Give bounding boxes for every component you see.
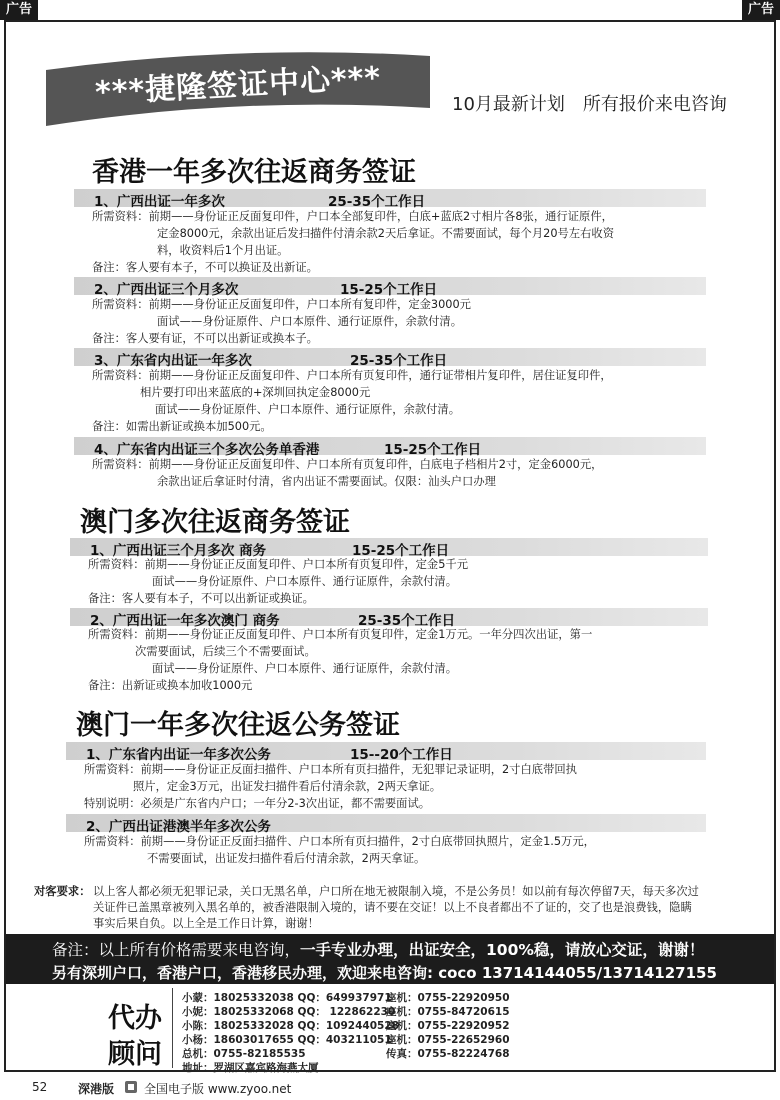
- item-name: 2、广西出证三个月多次: [94, 282, 239, 298]
- ad-tag-right: 广告: [742, 0, 780, 20]
- item-line: 所需资料：前期——身份证正反面扫描件、户口本所有页扫描件，无犯罪记录证明，2寸白底带回执: [84, 763, 577, 776]
- ad-tag-left: 广告: [0, 0, 38, 20]
- divider: [172, 988, 173, 1068]
- item-line: 不需要面试，出证发扫描件看后付清余款，2两天拿证。: [147, 852, 426, 865]
- requirements-line: 事实后果自负。以上全是工作日计算，谢谢！: [93, 917, 319, 930]
- item-note: 备注：客人要有本子，不可以换证及出新证。: [92, 261, 318, 274]
- item-line: 定金8000元，余款出证后发扫描件付清余款2天后拿证。不需要面试，每个月20号左右收资: [157, 227, 615, 240]
- item-line: 所需资料：前期——身份证正反面复印件、户口本所有页复印件，白底电子档相片2寸，定金6000元，: [92, 458, 603, 471]
- item-name: 1、广西出证一年多次: [94, 194, 225, 210]
- item-line: 所需资料：前期——身份证正反面复印件、户口本所有页复印件，通行证带相片复印件，居住证复印件，: [92, 369, 612, 382]
- item-line: 所需资料：前期——身份证正反面复印件、户口本所有页复印件，定金5千元: [88, 558, 468, 571]
- item-time: 15-25个工作日: [352, 543, 450, 559]
- notice-line: 备注：以上所有价格需要来电咨询，一手专业办理，出证安全，100%稳，请放心交证，谢谢！: [52, 941, 705, 959]
- item-time: 15--20个工作日: [350, 747, 453, 763]
- section-title: 澳门一年多次往返公务签证: [76, 710, 400, 741]
- item-line: 次需要面试，后续三个不需要面试。: [135, 645, 316, 658]
- item-name: 1、广东省内出证一年多次公务: [86, 747, 271, 763]
- item-time: 15-25个工作日: [384, 442, 482, 458]
- item-name: 2、广西出证一年多次澳门 商务: [90, 613, 280, 629]
- section-title: 香港一年多次往返商务签证: [92, 157, 416, 188]
- item-line: 相片要打印出来蓝底的+深圳回执定金8000元: [140, 386, 371, 399]
- item-line: 所需资料：前期——身份证正反面复印件，户口本所有复印件，定金3000元: [92, 298, 471, 311]
- site-label: 全国电子版 www.zyoo.net: [144, 1082, 292, 1096]
- phone-entry: 座机：0755-22920952: [386, 1020, 510, 1032]
- item-name: 2、广西出证港澳半年多次公务: [86, 819, 271, 835]
- item-line: 照片，定金3万元，出证发扫描件看后付清余款，2两天拿证。: [133, 780, 442, 793]
- item-time: 25-35个工作日: [328, 194, 426, 210]
- phone-entry: 座机：0755-22920950: [386, 992, 510, 1004]
- contact-entry: 小蒙：18025332038 QQ：649937971: [182, 992, 392, 1004]
- item-note: 备注：出新证或换本加收1000元: [88, 679, 253, 692]
- item-note: 备注：如需出新证或换本加500元。: [92, 420, 272, 433]
- contact-entry: 小陈：18025332028 QQ：1092440528: [182, 1020, 399, 1032]
- phone-entry: 座机：0755-22652960: [386, 1034, 510, 1046]
- item-time: 15-25个工作日: [340, 282, 438, 298]
- phone-entry: 座机：0755-84720615: [386, 1006, 510, 1018]
- item-line: 料，收资料后1个月出证。: [157, 244, 289, 257]
- contact-entry: 总机：0755-82185535: [182, 1048, 306, 1060]
- item-line: 面试——身份证原件、户口本原件、通行证原件，余款付清。: [157, 315, 463, 328]
- agent-label: 顾问: [108, 1039, 162, 1070]
- requirements-label: 对客要求：: [34, 885, 91, 898]
- banner-title: ***捷隆签证中心***: [94, 60, 382, 111]
- item-line: 余款出证后拿证时付清，省内出证不需要面试。仅限：汕头户口办理: [157, 475, 496, 488]
- notice-contact-line: 另有深圳户口，香港户口，香港移民办理，欢迎来电咨询: coco 13714144055/13714127155: [52, 964, 717, 982]
- item-time: 25-35个工作日: [358, 613, 456, 629]
- item-line: 特别说明：必须是广东省内户口；一年分2-3次出证，都不需要面试。: [84, 797, 431, 810]
- item-name: 1、广西出证三个月多次 商务: [90, 543, 267, 559]
- item-note: 备注：客人要有本子，不可以出新证或换证。: [88, 592, 314, 605]
- item-line: 所需资料：前期——身份证正反面扫描件、户口本所有页扫描件，2寸白底带回执照片，定金1.5万元，: [84, 835, 595, 848]
- fax-entry: 传真：0755-82224768: [386, 1048, 510, 1060]
- item-line: 面试——身份证原件、户口本原件、通行证原件，余款付清。: [152, 575, 458, 588]
- item-line: 所需资料：前期——身份证正反面复印件，户口本全部复印件，白底+蓝底2寸相片各8张，通行证原件，: [92, 210, 613, 223]
- contact-entry: 小妮：18025332068 QQ： 122862230: [182, 1006, 396, 1018]
- contact-entry: 小杨：18603017655 QQ：403211051: [182, 1034, 392, 1046]
- item-line: 所需资料：前期——身份证正反面复印件、户口本所有页复印件，定金1万元。一年分四次出证，第一: [88, 628, 593, 641]
- item-time: 25-35个工作日: [350, 353, 448, 369]
- requirements-line: 以上客人都必须无犯罪记录，关口无黑名单，户口所在地无被限制入境，不是公务员！如以前有每次停留7天，每天多次过: [93, 885, 699, 898]
- item-line: 面试——身份证原件、户口本原件、通行证原件，余款付清。: [152, 662, 458, 675]
- page-number: 52: [32, 1080, 48, 1094]
- item-line: 面试——身份证原件、户口本原件、通行证原件，余款付清。: [155, 403, 461, 416]
- agent-label: 代办: [108, 1003, 162, 1034]
- requirements-line: 关证件已盖黑章被列入黑名单的，被香港限制入境的，请不要在交证！以上不良者都出不了证的，交了也是浪费钱，隐瞒: [93, 901, 692, 914]
- section-title: 澳门多次往返商务签证: [80, 507, 350, 538]
- edition-label: 深港版: [78, 1082, 115, 1096]
- item-name: 4、广东省内出证三个多次公务单香港: [94, 442, 320, 458]
- item-note: 备注：客人要有证，不可以出新证或换本子。: [92, 332, 318, 345]
- edition-logo-icon: [124, 1080, 138, 1094]
- plan-text: 10月最新计划 所有报价来电咨询: [452, 94, 727, 115]
- contact-address: 地址：罗湖区嘉宾路海燕大厦: [182, 1062, 319, 1074]
- item-name: 3、广东省内出证一年多次: [94, 353, 252, 369]
